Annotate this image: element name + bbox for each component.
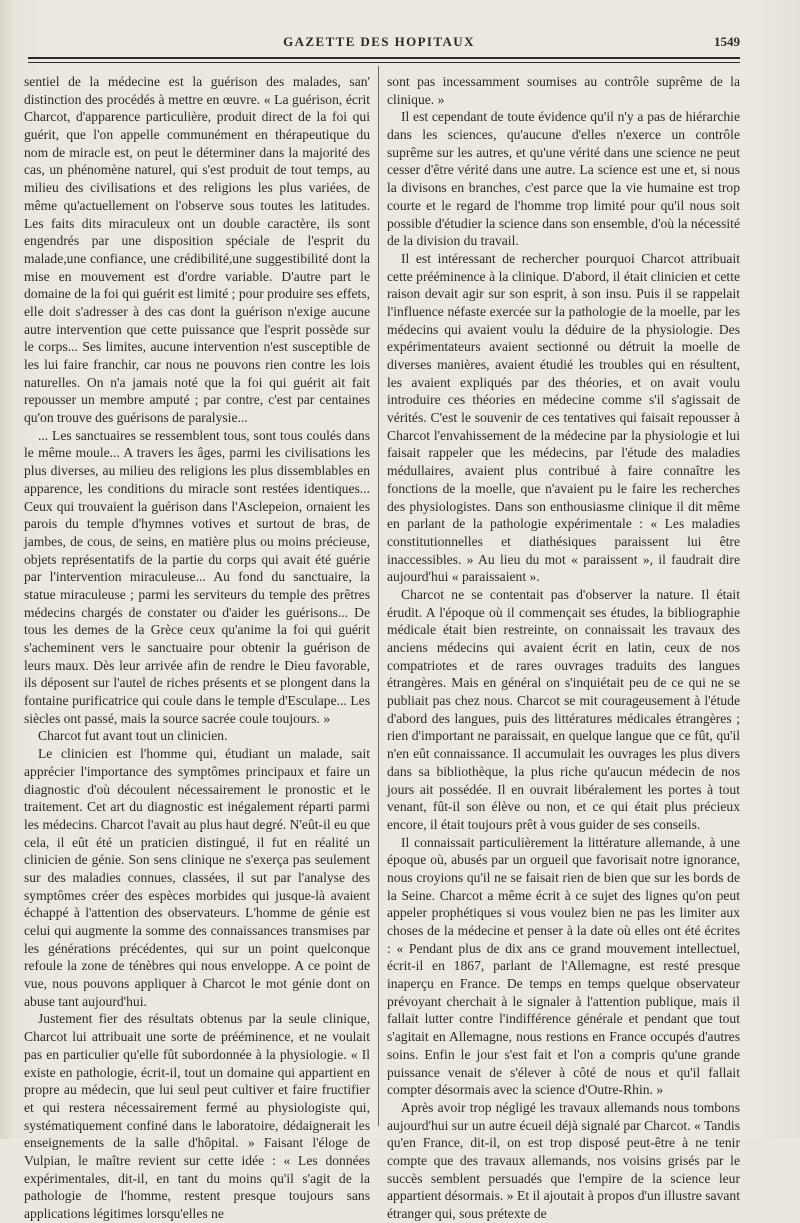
continued-paragraph: sentiel de la médecine est la guérison des malades, san' distinction des procédés à mettre en œuvre. « La guérison, écrit Charcot, d'apparence particulière, produit direct de la foi qui guérit, que l'on appelle communément en thérapeutique du nom de miracle est, on peut le déterminer dans la majorité des cas, un phénomène naturel, qui s'est produit de tout temps, au milieu des civilisations et des religions les plus variées, de même qu'actuellement on l'observe sous toutes les latitudes. Les faits dits miraculeux ont un double caractère, ils sont engendrés par une disposition spéciale de l'esprit du malade,une confiance, une crédibilité,une suggestibilité dont la mise en mouvement est d'ordre variable. D'autre part le domaine de la foi qui guérit est limité ; pour produire ses effets, elle doit s'adresser à des cas dont la guérison n'exige aucune autre intervention que cette puissance que l'esprit possède sur le corps... Ses limites, aucune intervention n'est susceptible de les lui faire franchir, car nous ne pouvons rien contre les lois naturelles. On n'a jamais noté que la foi qui guérit ait fait repousser un membre amputé ; par contre, c'est par centaines qu'on trouve des guérisons de paralysie... <box>24 74 370 426</box>
paragraph: Après avoir trop négligé les travaux allemands nous tombons aujourd'hui sur un autre écueil déjà signalé par Charcot. « Tandis qu'en France, dit-il, on est trop disposé peut-être à ne tenir compte que des travaux allemands, nos voisins grisés par le succès semblent persuadés que l'empire de la science leur appartient désormais. » Et il ajoutait à propos d'un illustre savant étranger qui, sous prétexte de <box>387 1099 740 1221</box>
page-number: 1549 <box>714 34 740 49</box>
paragraph: Charcot fut avant tout un clinicien. <box>38 728 228 744</box>
page-header <box>18 34 740 52</box>
paragraph: Le clinicien est l'homme qui, étudiant un malade, sait apprécier l'importance des symptômes principaux et faire un diagnostic d'où découlent nécessairement le pronostic et le traitement. Cet art du diagnostic est inégalement réparti parmi les médecins. Charcot l'avait au plus haut degré. N'eût-il eu que cela, il eût été un praticien distingué, il fut en réalité un clinicien de génie. Son sens clinique ne s'exerça pas seulement sur des maladies connues, classées, il sut par l'analyse des symptômes créer des espèces morbides qui jusque-là avaient échappé à l'attention des observateurs. L'homme de génie est celui qui augmente la somme des connaissances transmises par les générations précédentes, qui sur un point quelconque refoule la zone de ténèbres qui nous enveloppe. A ce point de vue, nous pouvons appliquer à Charcot le mot génie dont on abuse tant aujourd'hui. <box>24 746 370 1009</box>
column-divider <box>378 66 379 1126</box>
right-column <box>387 73 740 1223</box>
paragraph: Il est cependant de toute évidence qu'il n'y a pas de hiérarchie dans les sciences, qu'aucune d'elles n'exerce un contrôle suprême sur les autres, et qu'une vérité dans une science ne peut cesser d'être vérité dans une autre. La science est une et, si nous la divisons en branches, c'est parce que la vie humaine est trop courte et le regard de l'homme trop limité pour qu'il nous soit possible d'étudier la science dans son ensemble, d'où la nécessité de la division du travail. <box>387 109 740 249</box>
paragraph: ... Les sanctuaires se ressemblent tous, sont tous coulés dans le même moule... A travers les âges, parmi les civilisations les plus diverses, au milieu des religions les plus dissemblables en apparence, les conditions du miracle sont restées identiques... Ceux qui trouvaient la guérison dans l'Asclepeion, ornaient les parois du temple d'hymnes votives et surtout de bras, de jambes, de cous, de seins, en matière plus ou moins précieuse, objets représentatifs de la partie du corps qui avait été guérie par l'intervention miraculeuse... Au fond du sanctuaire, la statue miraculeuse ; parmi les serviteurs du temple des prêtres médecins chargés de constater ou d'aider les guérisons... De tous les demes de la Grèce ceux qu'anime la foi qui guérit s'acheminent vers le sanctuaire pour obtenir la guérison de leurs maux. Dès leur arrivée afin de rendre le Dieu favorable, ils déposent sur l'autel de riches présents et se plongent dans la fontaine purificatrice qui coule dans le temple d'Esculape... Les siècles ont passé, mais la source sacrée coule toujours. » <box>24 427 370 726</box>
header-rule-thick <box>28 57 740 59</box>
paragraph: Justement fier des résultats obtenus par la seule clinique, Charcot lui attribuait une sorte de prééminence, et ne voulait pas en particulier qu'elle fût subordonnée à la physiologie. « Il existe en pathologie, écrit-il, tout un domaine qui appartient en propre au médecin, que lui seul peut cultiver et faire fructifier et qui restera nécessairement fermé au physiologiste qui, systématiquement confiné dans le laboratoire, dédaignerait les enseignements de la salle d'hôpital. » Faisant l'éloge de Vulpian, le maître revient sur cette idée : « Les données expérimentales, dit-il, en tant du moins qu'il s'agit de la pathologie de l'homme, restent presque toujours sans applications légitimes lorsqu'elles ne <box>24 1011 370 1221</box>
journal-title: GAZETTE DES HOPITAUX <box>283 34 475 49</box>
header-rule-thin <box>28 62 740 63</box>
paragraph: Charcot ne se contentait pas d'observer la nature. Il était érudit. A l'époque où il commençait ses études, la bibliographie médicale était bien restreinte, on connaissait les travaux des anciens médecins qui avaient écrit en latin, ceux de nos compatriotes et de rares ouvrages traduits des langues étrangères. Mais en général on s'inquiétait peu de ce qui ne se publiait pas chez nous. Charcot se mit courageusement à l'étude d'abord des langues, puis des littératures médicales étrangères ; rien d'important ne paraissait, en quelque langue que ce fût, qu'il n'en eût connaissance. Il accumulait les ouvrages les plus divers dans sa bibliothèque, la plus riche qu'aucun médecin de nos jours ait possédée. Il en ouvrait libéralement les portes à tout venant, fût-il son élève ou non, et ce qui était plus précieux encore, il était toujours prêt à vous guider de ses conseils. <box>387 586 740 832</box>
continued-paragraph: sont pas incessamment soumises au contrôle suprême de la clinique. » <box>387 74 740 107</box>
paragraph: Il connaissait particulièrement la littérature allemande, à une époque où, abusés par un orgueil que favorisait notre ignorance, nous croyions qu'il ne se faisait rien de bien que sur les bords de la Seine. Charcot a même écrit à ce sujet des lignes qu'on peut appeler prophétiques si vous voulez bien ne pas les limiter aux choses de la médecine et penser à la date où elles ont été écrites : « Pendant plus de dix ans ce grand mouvement intellectuel, écrit-il en 1867, parlant de l'Allemagne, est resté presque inaperçu en France. De temps en temps quelque observateur prévoyant cherchait à le signaler à l'attention publique, mais il fallait lutter contre l'indifférence générale et pendant que tout s'agitait en Allemagne, nous restions en France occupés d'autres soins. Enfin le jour s'est fait et l'on a compris qu'une grande puissance venait de s'élever à côté de nous et qu'il fallait compter désormais avec la science d'Outre-Rhin. » <box>387 834 740 1098</box>
paragraph: Il est intéressant de rechercher pourquoi Charcot attribuait cette prééminence à la clinique. D'abord, il était clinicien et cette raison devait agir sur son esprit, à son insu. Puis il se rappelait l'influence néfaste exercée sur la pathologie de la moelle, par les médecins qui avaient voulu la déduire de la physiologie. Des expérimentateurs avaient sectionné ou détruit la moelle de diverses manières, avaient étudié les troubles qui en résultent, les avaient expliqués par des théories, et on avait voulu introduire ces théories en médecine comme s'il s'agissait de vérités. C'est le souvenir de ces tentatives qui faisait repousser à Charcot l'envahissement de la médecine par la physiologie et lui faisait rappeler que les médecins, par l'étude des maladies médullaires, avaient plus contribué à faire connaître les fonctions de la moelle, que n'avaient pu le faire les recherches des physiologistes. Dans son enthousiasme clinique il dit même en parlant de la pathologie expérimentale : « Les maladies constitutionnelles et diathésiques paraissent lui être inaccessibles. » Au lieu du mot « paraissent », il faudrait dire aujourd'hui « paraissaient ». <box>387 250 740 585</box>
left-column <box>24 73 370 1223</box>
